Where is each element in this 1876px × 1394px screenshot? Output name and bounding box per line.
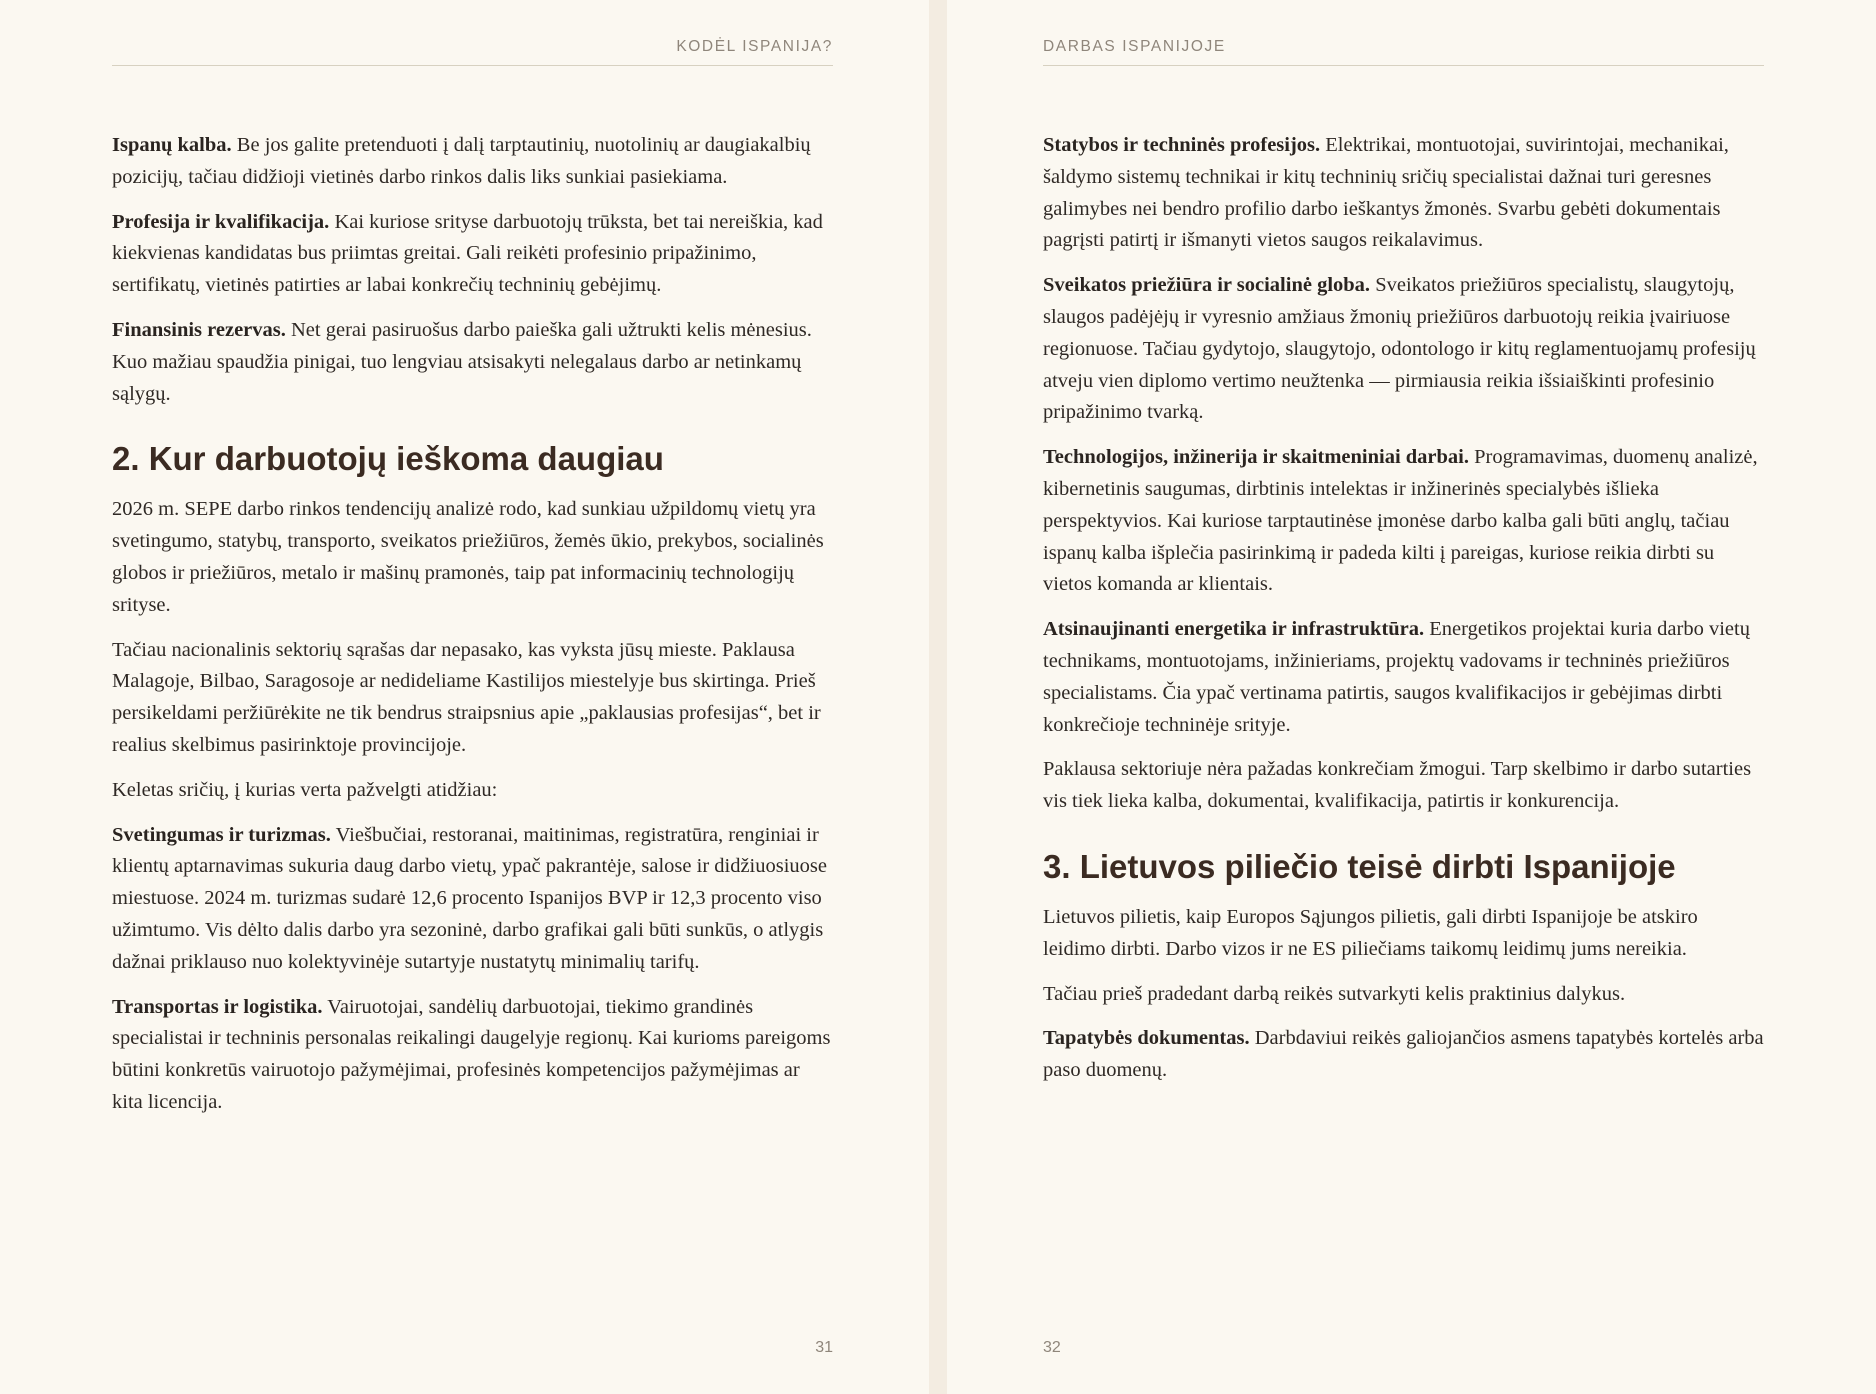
paragraph — [112, 315, 834, 410]
paragraph-text: Kai kuriose srityse darbuotojų trūksta, bet tai nereiškia, kad kiekvienas kandidatas bus priimtas greitai. Gali reikėti profesinio pripažinimo, sertifikatų, vietinės patirties ar labai konkrečių techninių gebėjimų. — [112, 210, 823, 297]
paragraph-lead: Statybos ir techninės profesijos. — [1043, 134, 1321, 156]
running-head: KODĖL ISPANIJA? — [676, 38, 833, 55]
paragraph-text: Tačiau prieš pradedant darbą reikės sutvarkyti kelis praktinius dalykus. — [1043, 982, 1626, 1005]
paragraph — [112, 130, 834, 194]
paragraph-lead: Ispanų kalba. — [112, 134, 232, 156]
paragraph-lead: Atsinaujinanti energetika ir infrastruktūra. — [1043, 618, 1425, 641]
paragraph-text: Keletas sričių, į kurias verta pažvelgti atidžiau: — [112, 778, 498, 801]
paragraph-text: Lietuvos pilietis, kaip Europos Sąjungos pilietis, gali dirbti Ispanijoje be atskiro leidimo dirbti. Darbo vizos ir ne ES piliečiams taikomų leidimų jums nereikia. — [1043, 905, 1698, 960]
paragraph-lead: Profesija ir kvalifikacija. — [112, 210, 330, 233]
paragraph — [1043, 270, 1765, 429]
paragraph-text: Programavimas, duomenų analizė, kibernetinis saugumas, dirbtinis intelektas ir inžinerinės specialybės išlieka perspektyvios. Kai kuriose tarptautinėse įmonėse darbo kalba gali būti anglų, tačiau ispanų kalba išplečia pasirinkimą ir padeda kilti į pareigas, kuriose reikia dirbti su vietos komanda ar klientais. — [1043, 446, 1758, 596]
paragraph-lead: Tapatybės dokumentas. — [1043, 1027, 1250, 1050]
paragraph — [1043, 979, 1765, 1011]
paragraph — [1043, 442, 1765, 601]
paragraph-text: Paklausa sektoriuje nėra pažadas konkrečiam žmogui. Tarp skelbimo ir darbo sutarties vis tiek lieka kalba, dokumentai, kvalifikacija, patirtis ir konkurencija. — [1043, 758, 1752, 813]
paragraph-text: Viešbučiai, restoranai, maitinimas, registratūra, renginiai ir klientų aptarnavimas sukuria daug darbo vietų, ypač pakrantėje, salose ir didžiuosiuose miestuose. 2024 m. turizmas sudarė 12,6 procento Ispanijos BVP ir 12,3 procento viso užimtumo. Vis dėlto dalis darbo yra sezoninė, darbo grafikai gali būti sunkūs, o atlygis dažnai priklauso nuo kolektyvinėje sutartyje nustatytų minimalių tarifų. — [112, 823, 828, 973]
section-heading: 2. Kur darbuotojų ieškoma daugiau — [112, 440, 664, 478]
paragraph-lead: Svetingumas ir turizmas. — [112, 823, 331, 846]
paragraph-text: Net gerai pasiruošus darbo paieška gali užtrukti kelis mėnesius. Kuo mažiau spaudžia pinigai, tuo lengviau atsisakyti nelegalaus darbo ar netinkamų sąlygų. — [112, 318, 812, 405]
left-page — [0, 0, 929, 1394]
paragraph-text: 2026 m. SEPE darbo rinkos tendencijų analizė rodo, kad sunkiau užpildomų vietų yra svetingumo, statybų, transporto, sveikatos priežiūros, žemės ūkio, prekybos, socialinės globos ir priežiūros, metalo ir mašinų pramonės, taip pat informacinių technologijų srityse. — [112, 498, 824, 616]
paragraph — [112, 820, 834, 979]
paragraph — [112, 494, 834, 621]
header-rule — [112, 65, 833, 66]
paragraph — [112, 207, 834, 302]
right-page — [947, 0, 1876, 1394]
header-rule — [1043, 65, 1764, 66]
page-number: 32 — [1043, 1339, 1061, 1356]
page-content — [112, 130, 834, 1132]
paragraph-lead: Sveikatos priežiūra ir socialinė globa. — [1043, 274, 1371, 297]
paragraph — [112, 635, 834, 762]
paragraph-text: Sveikatos priežiūros specialistų, slaugytojų, slaugos padėjėjų ir vyresnio amžiaus žmonių priežiūros darbuotojų reikia įvairiuose regionuose. Tačiau gydytojo, slaugytojo, odontologo ir kitų reglamentuojamų profesijų atveju vien diplomo vertimo neužtenka — pirmiausia reikia išsiaiškinti profesinio pripažinimo tvarką. — [1043, 274, 1756, 424]
paragraph-text: Tačiau nacionalinis sektorių sąrašas dar nepasako, kas vyksta jūsų mieste. Paklausa Malagoje, Bilbao, Saragosoje ar nedideliame Kastilijos miestelyje bus skirtinga. Prieš persikeldami peržiūrėkite ne tik bendrus straipsnius apie „paklausias profesijas“, bet ir realius skelbimus pasirinktoje provincijoje. — [112, 638, 821, 756]
section-heading: 3. Lietuvos piliečio teisė dirbti Ispanijoje — [1043, 847, 1676, 885]
paragraph-lead: Transportas ir logistika. — [112, 995, 323, 1018]
page-content — [1043, 130, 1765, 1100]
paragraph — [1043, 614, 1765, 741]
paragraph-text: Elektrikai, montuotojai, suvirintojai, mechanikai, šaldymo sistemų technikai ir kitų techninių sričių specialistai dažnai turi geresnes galimybes nei bendro profilio darbo ieškantys žmonės. Svarbu gebėti dokumentais pagrįsti patirtį ir išmanyti vietos saugos reikalavimus. — [1043, 134, 1729, 252]
paragraph-lead: Finansinis rezervas. — [112, 318, 286, 341]
paragraph-text: Be jos galite pretenduoti į dalį tarptautinių, nuotolinių ar daugiakalbių pozicijų, tačiau didžioji vietinės darbo rinkos dalis liks sunkiai pasiekiama. — [112, 134, 811, 188]
paragraph — [1043, 902, 1765, 966]
paragraph — [1043, 754, 1765, 818]
paragraph-text: Energetikos projektai kuria darbo vietų technikams, montuotojams, inžinieriams, projektų vadovams ir techninės priežiūros specialistams. Čia ypač vertinama patirtis, saugos kvalifikacijos ir gebėjimas dirbti konkrečioje techninėje srityje. — [1043, 618, 1750, 736]
paragraph-text: Vairuotojai, sandėlių darbuotojai, tiekimo grandinės specialistai ir techninis personalas reikalingi daugelyje regionų. Kai kurioms pareigoms būtini konkretūs vairuotojo pažymėjimai, profesinės kompetencijos pažymėjimas ar kita licencija. — [112, 995, 831, 1113]
running-head: DARBAS ISPANIJOJE — [1043, 38, 1226, 55]
paragraph-lead: Technologijos, inžinerija ir skaitmeniniai darbai. — [1043, 446, 1469, 469]
paragraph — [1043, 130, 1765, 257]
paragraph — [1043, 1023, 1765, 1087]
paragraph-text: Darbdaviui reikės galiojančios asmens tapatybės kortelės arba paso duomenų. — [1043, 1027, 1764, 1082]
page-number: 31 — [815, 1339, 833, 1356]
paragraph — [112, 992, 834, 1119]
paragraph — [112, 775, 834, 807]
